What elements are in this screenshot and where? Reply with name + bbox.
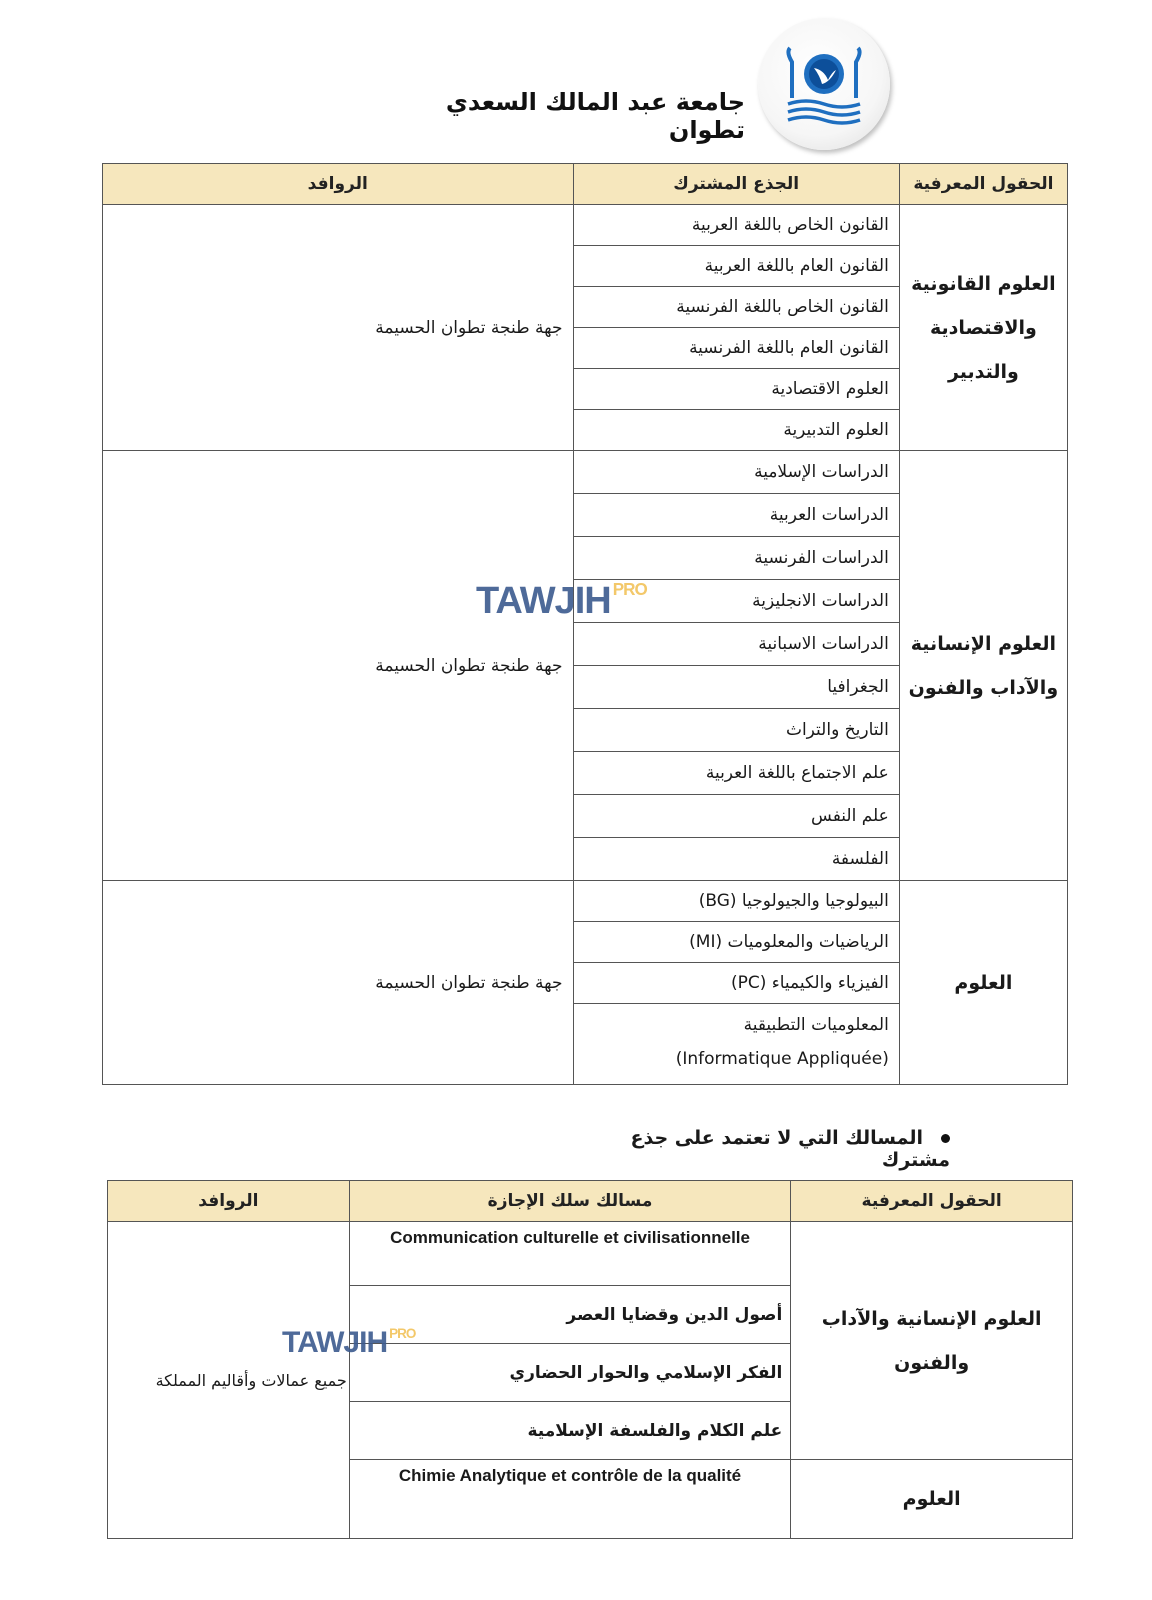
trunk-label-ar: المعلوميات التطبيقية xyxy=(743,1015,889,1035)
bullet-icon xyxy=(941,1134,950,1143)
trunk-cell: البيولوجيا والجيولوجيا (BG) xyxy=(573,881,899,922)
section-title-text: المسالك التي لا تعتمد على جذع مشترك xyxy=(630,1127,950,1171)
header-field: الحقول المعرفية xyxy=(899,164,1067,205)
source-cell: جهة طنجة تطوان الحسيمة xyxy=(103,205,574,451)
table-row xyxy=(103,205,1068,246)
trunk-cell: التاريخ والتراث xyxy=(573,709,899,752)
path-cell: Communication culturelle et civilisationnelle xyxy=(349,1222,791,1286)
trunk-cell: علم النفس xyxy=(573,795,899,838)
trunk-cell: القانون العام باللغة العربية xyxy=(573,246,899,287)
trunk-cell xyxy=(573,1004,899,1085)
watermark-logo xyxy=(476,580,647,623)
source-cell: جهة طنجة تطوان الحسيمة xyxy=(103,881,574,1085)
path-cell: أصول الدين وقضايا العصر xyxy=(349,1286,791,1344)
trunk-cell: علم الاجتماع باللغة العربية xyxy=(573,752,899,795)
table-header-row xyxy=(108,1181,1073,1222)
trunk-label-fr: (Informatique Appliquée) xyxy=(675,1049,889,1069)
source-cell: جهة طنجة تطوان الحسيمة xyxy=(103,451,574,881)
table-row xyxy=(103,881,1068,922)
field-cell: العلوم الإنسانية والآداب والفنون xyxy=(899,451,1067,881)
trunk-cell: الفلسفة xyxy=(573,838,899,881)
watermark-brand: TAWJIH xyxy=(282,1326,388,1359)
trunk-cell: القانون العام باللغة الفرنسية xyxy=(573,328,899,369)
table-row xyxy=(108,1222,1073,1286)
path-cell: علم الكلام والفلسفة الإسلامية xyxy=(349,1402,791,1460)
table-row xyxy=(103,451,1068,494)
watermark-brand: TAWJIH xyxy=(476,580,611,622)
header-trunk: الجذع المشترك xyxy=(573,164,899,205)
field-cell: العلوم القانونية والاقتصادية والتدبير xyxy=(899,205,1067,451)
license-paths-table xyxy=(107,1180,1073,1539)
header-field: الحقول المعرفية xyxy=(791,1181,1073,1222)
header-path: مسالك سلك الإجازة xyxy=(349,1181,791,1222)
trunk-cell: الفيزياء والكيمياء (PC) xyxy=(573,963,899,1004)
table-header-row xyxy=(103,164,1068,205)
header-source: الروافد xyxy=(103,164,574,205)
trunk-cell: القانون الخاص باللغة العربية xyxy=(573,205,899,246)
section-title xyxy=(560,1127,950,1171)
field-cell: العلوم xyxy=(899,881,1067,1085)
trunk-cell: الدراسات الاسبانية xyxy=(573,623,899,666)
trunk-cell: الدراسات الفرنسية xyxy=(573,537,899,580)
watermark-suffix: PRO xyxy=(612,580,647,599)
document-header xyxy=(0,0,1152,160)
trunk-cell: الرياضيات والمعلوميات (MI) xyxy=(573,922,899,963)
field-cell: العلوم الإنسانية والآداب والفنون xyxy=(791,1222,1073,1460)
header-source: الروافد xyxy=(108,1181,350,1222)
common-trunk-table xyxy=(102,163,1068,1085)
watermark-suffix: PRO xyxy=(389,1326,416,1341)
trunk-cell: العلوم التدبيرية xyxy=(573,410,899,451)
university-logo-icon xyxy=(758,18,890,150)
trunk-cell: الدراسات الإسلامية xyxy=(573,451,899,494)
field-cell: العلوم xyxy=(791,1460,1073,1539)
trunk-cell: الدراسات العربية xyxy=(573,494,899,537)
path-cell: الفكر الإسلامي والحوار الحضاري xyxy=(349,1344,791,1402)
watermark-logo xyxy=(282,1326,415,1360)
trunk-cell: الجغرافيا xyxy=(573,666,899,709)
trunk-cell: العلوم الاقتصادية xyxy=(573,369,899,410)
path-cell: Chimie Analytique et contrôle de la qualité xyxy=(349,1460,791,1539)
trunk-cell: القانون الخاص باللغة الفرنسية xyxy=(573,287,899,328)
university-name: جامعة عبد المالك السعدي تطوان xyxy=(445,88,745,144)
source-cell: جميع عمالات وأقاليم المملكة xyxy=(108,1222,350,1539)
trunk-cell: الدراسات الانجليزية xyxy=(573,580,899,623)
